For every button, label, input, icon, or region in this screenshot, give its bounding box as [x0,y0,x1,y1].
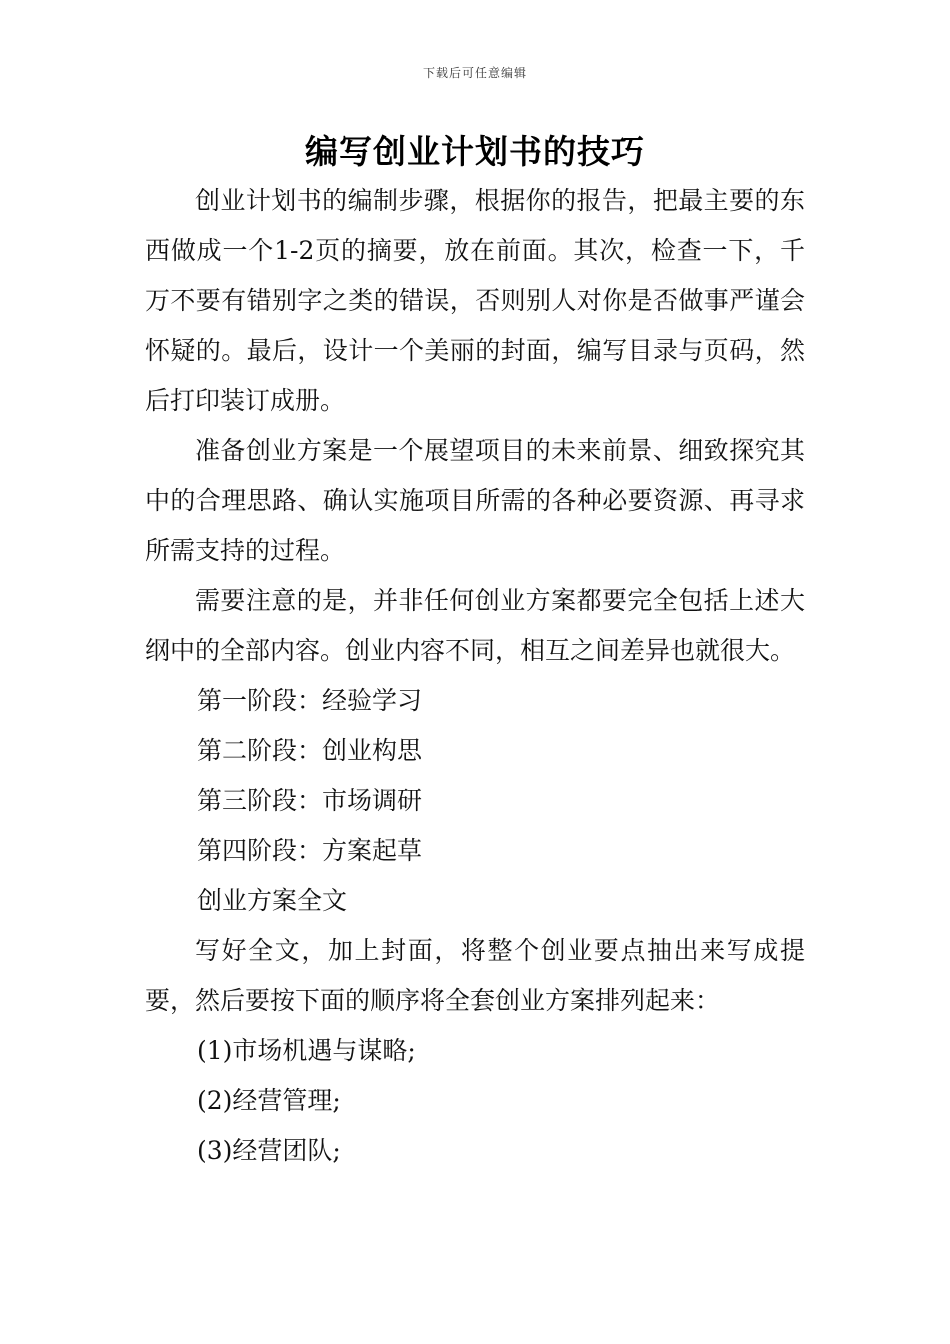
paragraph-summary-steps: 创业计划书的编制步骤，根据你的报告，把最主要的东西做成一个1-2页的摘要，放在前面。其次，检查一下，千万不要有错别字之类的错误，否则别人对你是否做事严谨会怀疑的。最后，设计一个美丽的封面，编写目录与页码，然后打印装订成册。 [145,186,805,415]
list-item-3: (3)经营团队; [197,1136,341,1165]
paragraph-note: 需要注意的是，并非任何创业方案都要完全包括上述大纲中的全部内容。创业内容不同，相互之间差异也就很大。 [145,586,805,665]
stage-item-1: 第一阶段：经验学习 [197,686,423,715]
list-item-2: (2)经营管理; [197,1086,341,1115]
document-title: 编写创业计划书的技巧 [305,132,645,171]
document-body [145,176,805,1176]
stage-item-2: 第二阶段：创业构思 [197,736,423,765]
list-item-1: (1)市场机遇与谋略; [197,1036,416,1065]
stage-item-3: 第三阶段：市场调研 [197,786,423,815]
paragraph-preparation: 准备创业方案是一个展望项目的未来前景、细致探究其中的合理思路、确认实施项目所需的各种必要资源、再寻求所需支持的过程。 [145,436,805,565]
stage-item-4: 第四阶段：方案起草 [197,836,423,865]
paragraph-closing: 写好全文，加上封面，将整个创业要点抽出来写成提要，然后要按下面的顺序将全套创业方案排列起来： [145,936,805,1015]
header-note: 下载后可任意编辑 [422,66,527,80]
section-heading: 创业方案全文 [197,886,348,915]
